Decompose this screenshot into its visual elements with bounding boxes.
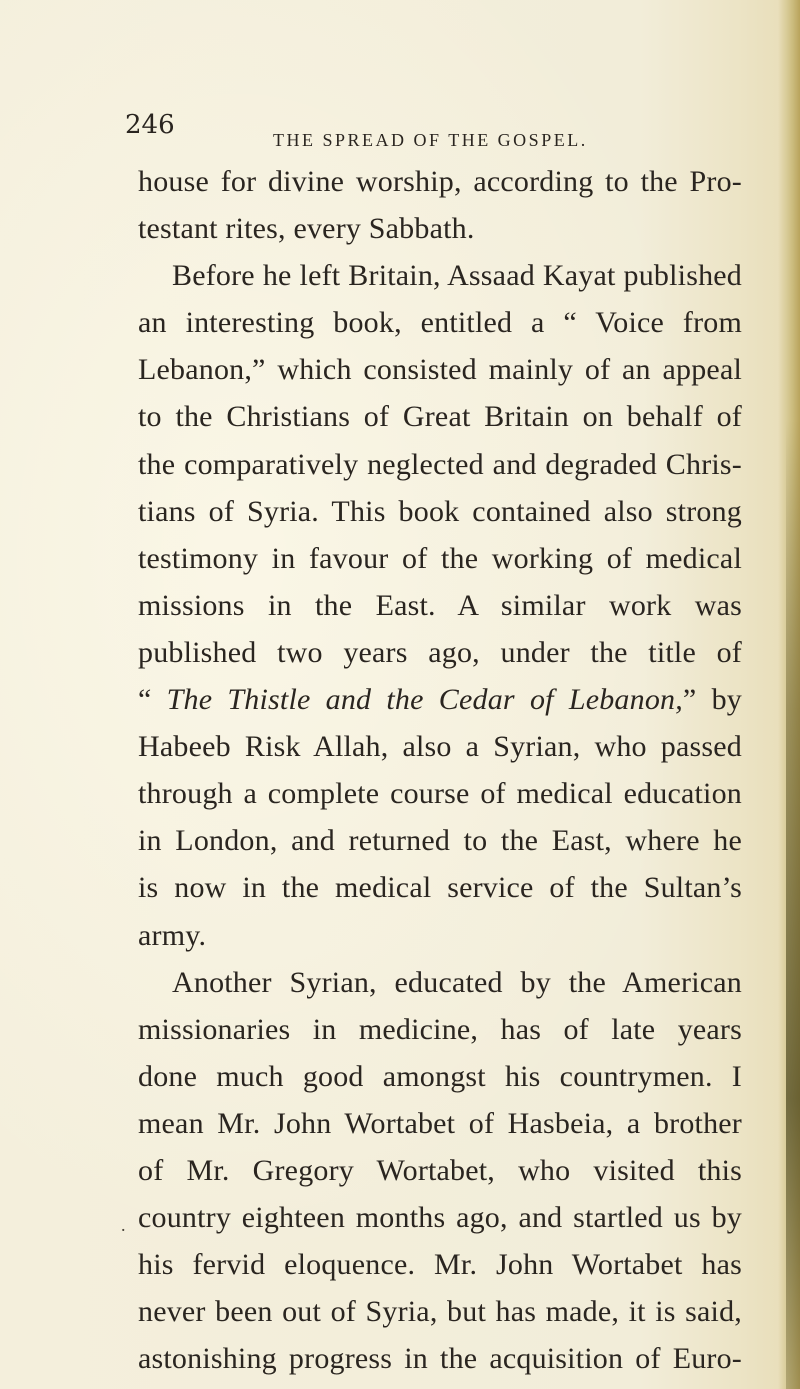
- text-line: testant rites, every Sabbath.: [138, 212, 475, 246]
- body-text: [138, 158, 742, 1382]
- text-line: missionaries in medicine, has of late years: [138, 1012, 742, 1046]
- text-line: Habeeb Risk Allah, also a Syrian, who passed: [138, 730, 742, 764]
- text-line: Another Syrian, educated by the American: [172, 965, 742, 999]
- page-edge-dark-shadow: [786, 420, 800, 1389]
- open-quote: “: [138, 683, 167, 717]
- text-line: published two years ago, under the title of: [138, 635, 742, 669]
- text-line: done much good amongst his countrymen. I: [138, 1059, 742, 1093]
- text-line: to the Christians of Great Britain on behalf of: [138, 400, 742, 434]
- text-line: country eighteen months ago, and startled us by: [138, 1201, 742, 1235]
- book-title: The Thistle and the Cedar of Lebanon,: [166, 683, 683, 717]
- text-line: through a complete course of medical education: [138, 777, 742, 811]
- text-line: army.: [138, 918, 207, 952]
- text-line: house for divine worship, according to the Pro-: [138, 165, 742, 198]
- text-line: missions in the East. A similar work was: [138, 588, 742, 622]
- text-line: Lebanon,” which consisted mainly of an appeal: [138, 353, 742, 387]
- text-line: Before he left Britain, Assaad Kayat published: [172, 259, 742, 293]
- text-line: tians of Syria. This book contained also strong: [138, 494, 742, 528]
- text-line: never been out of Syria, but has made, it is said,: [138, 1295, 742, 1329]
- text-line: testimony in favour of the working of medical: [138, 541, 742, 575]
- text-line: an interesting book, entitled a “ Voice from: [138, 306, 742, 340]
- text-line: astonishing progress in the acquisition of Euro-: [138, 1342, 742, 1376]
- close-quote-by: ” by: [682, 683, 742, 717]
- text-line: in London, and returned to the East, where he: [138, 824, 742, 858]
- text-line: the comparatively neglected and degraded Chris-: [138, 447, 742, 481]
- running-title: THE SPREAD OF THE GOSPEL.: [273, 130, 588, 150]
- text-line: of Mr. Gregory Wortabet, who visited this: [138, 1153, 742, 1187]
- page-number: 246: [125, 110, 175, 140]
- text-line: is now in the medical service of the Sultan’s: [138, 871, 742, 905]
- text-line: mean Mr. John Wortabet of Hasbeia, a brother: [138, 1106, 742, 1140]
- text-line: his fervid eloquence. Mr. John Wortabet has: [138, 1248, 742, 1282]
- text-line-with-title: [138, 676, 742, 723]
- stray-mark: .: [121, 1215, 126, 1235]
